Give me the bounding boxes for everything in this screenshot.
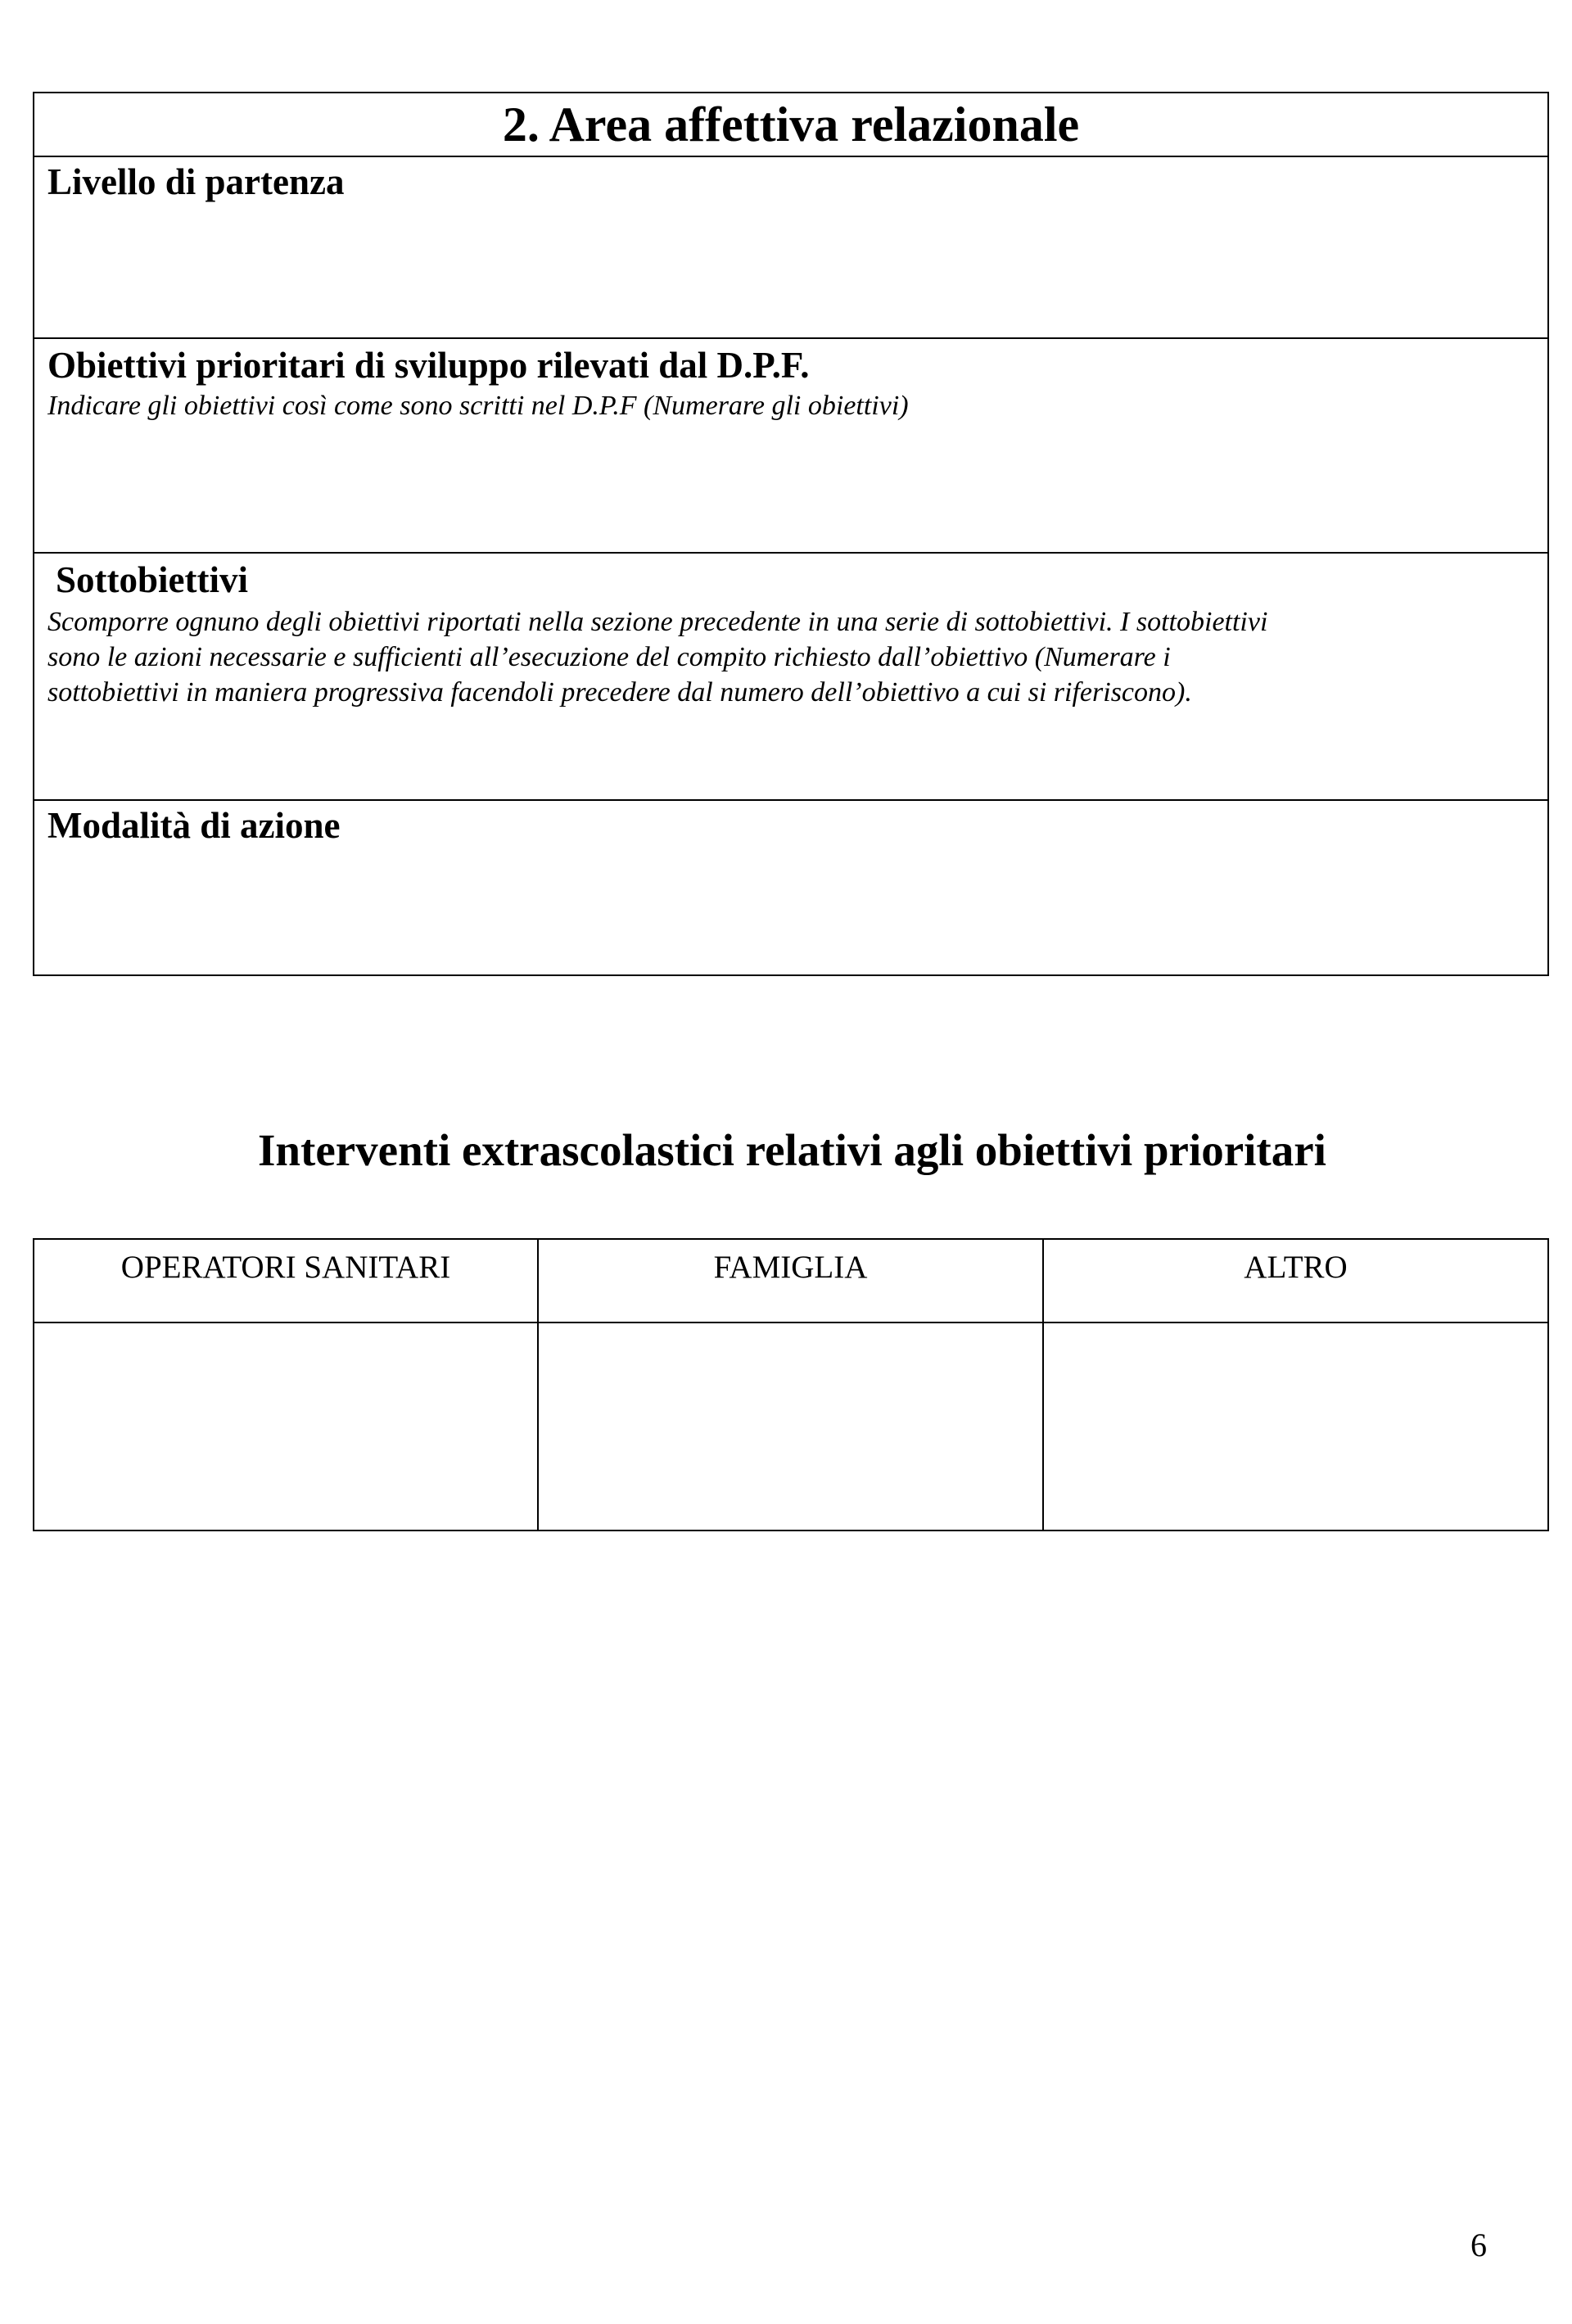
livello-label: Livello di partenza	[47, 161, 345, 202]
sottobiettivi-label: Sottobiettivi	[56, 559, 248, 600]
area-form-box	[33, 92, 1549, 976]
sottobiettivi-hint-line: sono le azioni necessarie e sufficienti all’esecuzione del compito richiesto dall’obiettivo (Numerare i	[47, 642, 1171, 672]
sottobiettivi-field[interactable]	[34, 554, 1547, 801]
column-header: FAMIGLIA	[539, 1240, 1042, 1323]
modalita-di-azione-field[interactable]	[34, 801, 1547, 974]
livello-di-partenza-field[interactable]	[34, 157, 1547, 339]
interventi-heading: Interventi extrascolastici relativi agli obiettivi prioritari	[258, 1125, 1326, 1175]
area-title-row	[34, 93, 1547, 157]
column-header: ALTRO	[1044, 1240, 1547, 1323]
column-altro	[1044, 1240, 1547, 1530]
interventi-table	[33, 1238, 1549, 1531]
operatori-sanitari-cell[interactable]	[34, 1323, 537, 1530]
famiglia-cell[interactable]	[539, 1323, 1042, 1530]
column-famiglia	[539, 1240, 1044, 1530]
column-operatori-sanitari	[34, 1240, 539, 1530]
obiettivi-prioritari-field[interactable]	[34, 339, 1547, 554]
obiettivi-hint: Indicare gli obiettivi così come sono scritti nel D.P.F (Numerare gli obiettivi)	[47, 391, 909, 421]
sottobiettivi-hint	[47, 604, 1523, 710]
obiettivi-label: Obiettivi prioritari di sviluppo rilevati dal D.P.F.	[47, 345, 810, 386]
page-number: 6	[1470, 2227, 1487, 2263]
sottobiettivi-hint-line: sottobiettivi in maniera progressiva facendoli precedere dal numero dell’obiettivo a cui si riferiscono).	[47, 677, 1192, 708]
altro-cell[interactable]	[1044, 1323, 1547, 1530]
column-header: OPERATORI SANITARI	[34, 1240, 537, 1323]
sottobiettivi-hint-line: Scomporre ognuno degli obiettivi riportati nella sezione precedente in una serie di sottobiettivi. I sottobiettivi	[47, 607, 1268, 637]
modalita-label: Modalità di azione	[47, 805, 341, 846]
area-title: 2. Area affettiva relazionale	[502, 97, 1080, 151]
